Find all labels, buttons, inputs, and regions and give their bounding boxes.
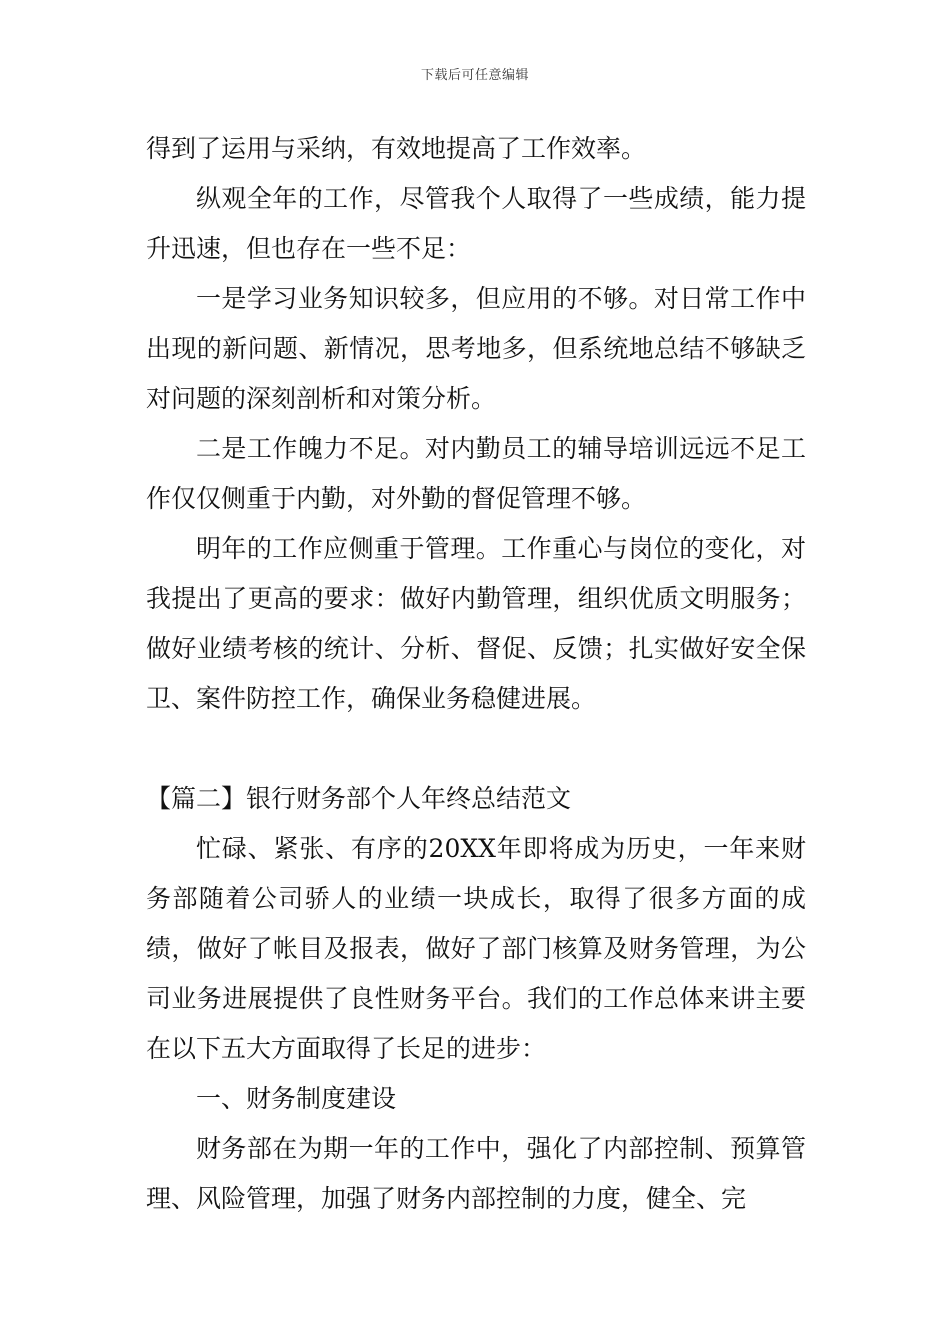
section-title: 【篇二】银行财务部个人年终总结范文 bbox=[146, 784, 572, 813]
paragraph-3: 一是学习业务知识较多，但应用的不够。对日常工作中出现的新问题、新情况，思考地多，但系统地总结不够缺乏对问题的深刻剖析和对策分析。 bbox=[146, 284, 806, 413]
document-body bbox=[146, 124, 806, 1224]
paragraph-1: 得到了运用与采纳，有效地提高了工作效率。 bbox=[146, 134, 647, 163]
section-paragraph-1: 忙碌、紧张、有序的20XX年即将成为历史，一年来财务部随着公司骄人的业绩一块成长，取得了很多方面的成绩，做好了帐目及报表，做好了部门核算及财务管理，为公司业务进展提供了良性财务平台。我们的工作总体来讲主要在以下五大方面取得了长足的进步： bbox=[146, 834, 806, 1063]
section-paragraph-2: 财务部在为期一年的工作中，强化了内部控制、预算管理、风险管理，加强了财务内部控制的力度，健全、完 bbox=[146, 1134, 806, 1213]
paragraph-2: 纵观全年的工作，尽管我个人取得了一些成绩，能力提升迅速，但也存在一些不足： bbox=[146, 184, 806, 263]
page-header-note: 下载后可任意编辑 bbox=[420, 68, 529, 83]
paragraph-4: 二是工作魄力不足。对内勤员工的辅导培训远远不足工作仅仅侧重于内勤，对外勤的督促管理不够。 bbox=[146, 434, 806, 513]
paragraph-5: 明年的工作应侧重于管理。工作重心与岗位的变化，对我提出了更高的要求：做好内勤管理，组织优质文明服务；做好业绩考核的统计、分析、督促、反馈；扎实做好安全保卫、案件防控工作，确保业务稳健进展。 bbox=[146, 534, 806, 713]
section-heading-1: 一、财务制度建设 bbox=[196, 1084, 397, 1113]
